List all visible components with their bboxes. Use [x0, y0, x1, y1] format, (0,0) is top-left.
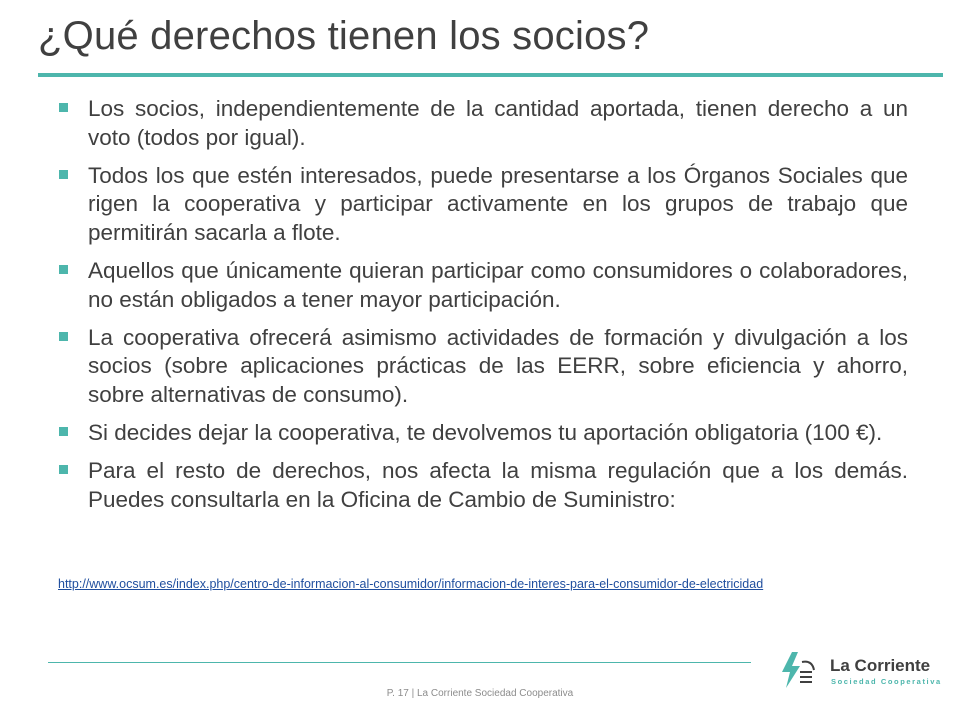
- title-divider: [38, 73, 943, 77]
- company-logo: [778, 650, 943, 692]
- page-footer: P. 17 | La Corriente Sociedad Cooperativa: [386, 688, 574, 699]
- bullet-text: Todos los que estén interesados, puede presentarse a los Órganos Sociales que rigen la cooperativa y participar activamente en los grupos de trabajo que permitirán sacarla a flote.: [88, 162, 908, 246]
- list-item: [56, 419, 908, 448]
- list-item: [56, 95, 908, 153]
- bullet-text: Si decides dejar la cooperativa, te devolvemos tu aportación obligatoria (100 €).: [88, 419, 883, 445]
- bullet-text: La cooperativa ofrecerá asimismo actividades de formación y divulgación a los socios (sobre aplicaciones prácticas de las EERR, sobre eficiencia y ahorro, sobre alternativas de consumo).: [88, 324, 908, 408]
- list-item: [56, 457, 908, 515]
- ocsum-link[interactable]: http://www.ocsum.es/index.php/centro-de-informacion-al-consumidor/informacion-de-interes-para-el-consumidor-de-electricidad: [58, 577, 764, 591]
- square-bullet-icon: [59, 170, 68, 179]
- bullet-text: Para el resto de derechos, nos afecta la misma regulación que a los demás. Puedes consultarla en la Oficina de Cambio de Suministro:: [88, 457, 908, 512]
- slide-title: ¿Qué derechos tienen los socios?: [38, 14, 650, 58]
- list-item: [56, 324, 908, 410]
- square-bullet-icon: [59, 103, 68, 112]
- square-bullet-icon: [59, 427, 68, 436]
- bullet-text: Los socios, independientemente de la cantidad aportada, tienen derecho a un voto (todos por igual).: [88, 96, 908, 150]
- footer-divider: [48, 662, 751, 663]
- list-item: [56, 257, 908, 315]
- lightning-bolt-icon: [778, 650, 818, 690]
- logo-name: La Corriente: [830, 656, 931, 675]
- square-bullet-icon: [59, 332, 68, 341]
- square-bullet-icon: [59, 265, 68, 274]
- square-bullet-icon: [59, 465, 68, 474]
- logo-subtitle: Sociedad Cooperativa: [831, 677, 942, 686]
- bullet-list: [56, 95, 908, 523]
- bullet-text: Aquellos que únicamente quieran participar como consumidores o colaboradores, no están obligados a tener mayor participación.: [88, 257, 908, 312]
- list-item: [56, 162, 908, 248]
